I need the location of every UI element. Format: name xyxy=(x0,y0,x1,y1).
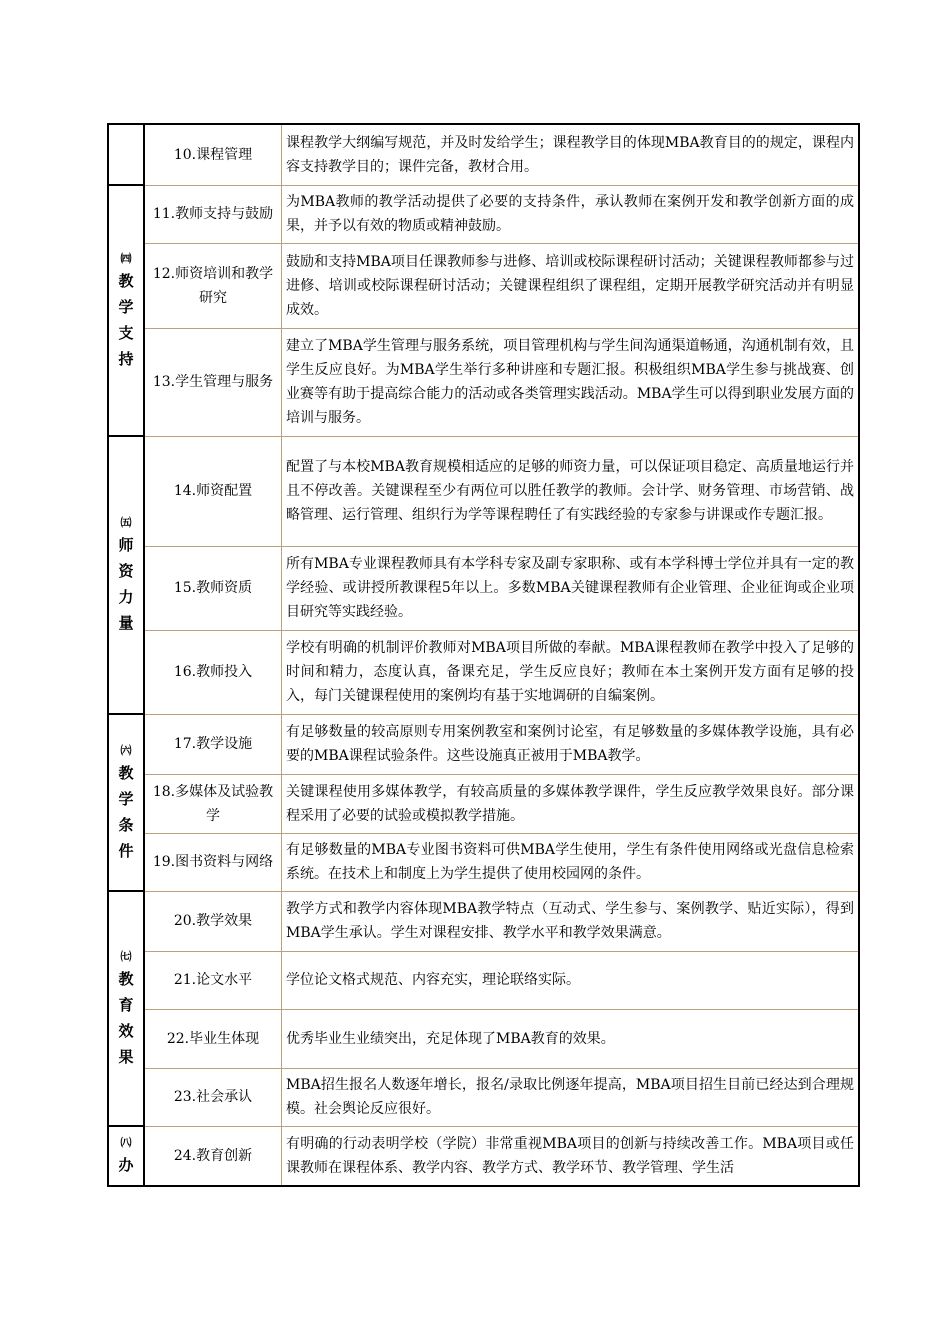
category-cell xyxy=(108,124,144,185)
table-row xyxy=(108,436,859,546)
item-cell: 10.课程管理 xyxy=(144,124,282,185)
item-cell: 24.教育创新 xyxy=(144,1126,282,1186)
category-title: 教学条件 xyxy=(118,763,134,860)
category-title: 教育效果 xyxy=(118,969,134,1066)
table-row xyxy=(108,714,859,774)
table-row xyxy=(108,124,859,185)
description-cell: 有足够数量的MBA专业图书资料可供MBA学生使用，学生有条件使用网络或光盘信息检索系统。在技术上和制度上为学生提供了使用校园网的条件。 xyxy=(282,833,860,891)
description-cell: 教学方式和教学内容体现MBA教学特点（互动式、学生参与、案例教学、贴近实际），得到MBA学生承认。学生对课程安排、教学水平和教学效果满意。 xyxy=(282,891,860,951)
description-cell: 优秀毕业生业绩突出，充足体现了MBA教育的效果。 xyxy=(282,1009,860,1068)
item-cell: 12.师资培训和教学研究 xyxy=(144,243,282,328)
table-row xyxy=(108,546,859,630)
item-cell: 16.教师投入 xyxy=(144,630,282,714)
table-row xyxy=(108,630,859,714)
category-title: 教学支持 xyxy=(118,271,134,368)
description-cell: 鼓励和支持MBA项目任课教师参与进修、培训或校际课程研讨活动；关键课程教师都参与过进修、培训或校际课程研讨活动；关键课程组织了课程组，定期开展教学研究活动并有明显成效。 xyxy=(282,243,860,328)
table-row xyxy=(108,1126,859,1186)
category-number: ㈥ xyxy=(120,743,132,757)
category-number: ㈧ xyxy=(120,1136,132,1149)
description-cell: 所有MBA专业课程教师具有本学科专家及副专家职称、或有本学科博士学位并具有一定的教学经验、或讲授所教课程5年以上。多数MBA关键课程教师有企业管理、企业征询或企业项目研究等实践经验。 xyxy=(282,546,860,630)
item-cell: 18.多媒体及试验教学 xyxy=(144,774,282,833)
category-cell xyxy=(108,1126,144,1186)
description-cell: 关键课程使用多媒体教学，有较高质量的多媒体教学课件，学生反应教学效果良好。部分课程采用了必要的试验或模拟教学措施。 xyxy=(282,774,860,833)
item-cell: 22.毕业生体现 xyxy=(144,1009,282,1068)
table-row xyxy=(108,328,859,436)
table-row xyxy=(108,951,859,1009)
category-number: ㈤ xyxy=(120,516,132,529)
description-cell: 为MBA教师的教学活动提供了必要的支持条件，承认教师在案例开发和教学创新方面的成果，并予以有效的物质或精神鼓励。 xyxy=(282,185,860,243)
category-title: 办 xyxy=(118,1156,134,1174)
table-row xyxy=(108,1009,859,1068)
description-cell: 配置了与本校MBA教育规模相适应的足够的师资力量，可以保证项目稳定、高质量地运行并且不停改善。关键课程至少有两位可以胜任教学的教师。会计学、财务管理、市场营销、战略管理、运行管理、组织行为学等课程聘任了有实践经验的专家参与讲课或作专题汇报。 xyxy=(282,436,860,546)
table-row xyxy=(108,891,859,951)
category-number: ㈣ xyxy=(120,251,132,265)
description-cell: MBA招生报名人数逐年增长，报名/录取比例逐年提高，MBA项目招生目前已经达到合理规模。社会舆论反应很好。 xyxy=(282,1068,860,1126)
description-cell: 课程教学大纲编写规范，并及时发给学生；课程教学目的体现MBA教育目的的规定，课程内容支持教学目的；课件完备，教材合用。 xyxy=(282,124,860,185)
category-cell xyxy=(108,185,144,436)
table-row xyxy=(108,833,859,891)
table-row xyxy=(108,1068,859,1126)
item-cell: 14.师资配置 xyxy=(144,436,282,546)
description-cell: 学位论文格式规范、内容充实，理论联络实际。 xyxy=(282,951,860,1009)
description-cell: 学校有明确的机制评价教师对MBA项目所做的奉献。MBA课程教师在教学中投入了足够的时间和精力，态度认真，备课充足，学生反应良好；教师在本土案例开发方面有足够的投入，每门关键课程使用的案例均有基于实地调研的自编案例。 xyxy=(282,630,860,714)
item-cell: 17.教学设施 xyxy=(144,714,282,774)
item-cell: 11.教师支持与鼓励 xyxy=(144,185,282,243)
item-cell: 21.论文水平 xyxy=(144,951,282,1009)
item-cell: 15.教师资质 xyxy=(144,546,282,630)
category-cell xyxy=(108,436,144,714)
evaluation-table xyxy=(107,123,860,1187)
category-cell xyxy=(108,714,144,891)
category-cell xyxy=(108,891,144,1126)
table-row xyxy=(108,185,859,243)
category-number: ㈦ xyxy=(120,949,132,963)
table-row xyxy=(108,243,859,328)
item-cell: 13.学生管理与服务 xyxy=(144,328,282,436)
category-title: 师资力量 xyxy=(118,536,134,632)
description-cell: 建立了MBA学生管理与服务系统，项目管理机构与学生间沟通渠道畅通，沟通机制有效，且学生反应良好。为MBA学生举行多种讲座和专题汇报。积极组织MBA学生参与挑战赛、创业赛等有助于提高综合能力的活动或各类管理实践活动。MBA学生可以得到职业发展方面的培训与服务。 xyxy=(282,328,860,436)
description-cell: 有足够数量的较高原则专用案例教室和案例讨论室，有足够数量的多媒体教学设施，具有必要的MBA课程试验条件。这些设施真正被用于MBA教学。 xyxy=(282,714,860,774)
item-cell: 23.社会承认 xyxy=(144,1068,282,1126)
item-cell: 20.教学效果 xyxy=(144,891,282,951)
table-row xyxy=(108,774,859,833)
item-cell: 19.图书资料与网络 xyxy=(144,833,282,891)
description-cell: 有明确的行动表明学校（学院）非常重视MBA项目的创新与持续改善工作。MBA项目或任课教师在课程体系、教学内容、教学方式、教学环节、教学管理、学生活 xyxy=(282,1126,860,1186)
